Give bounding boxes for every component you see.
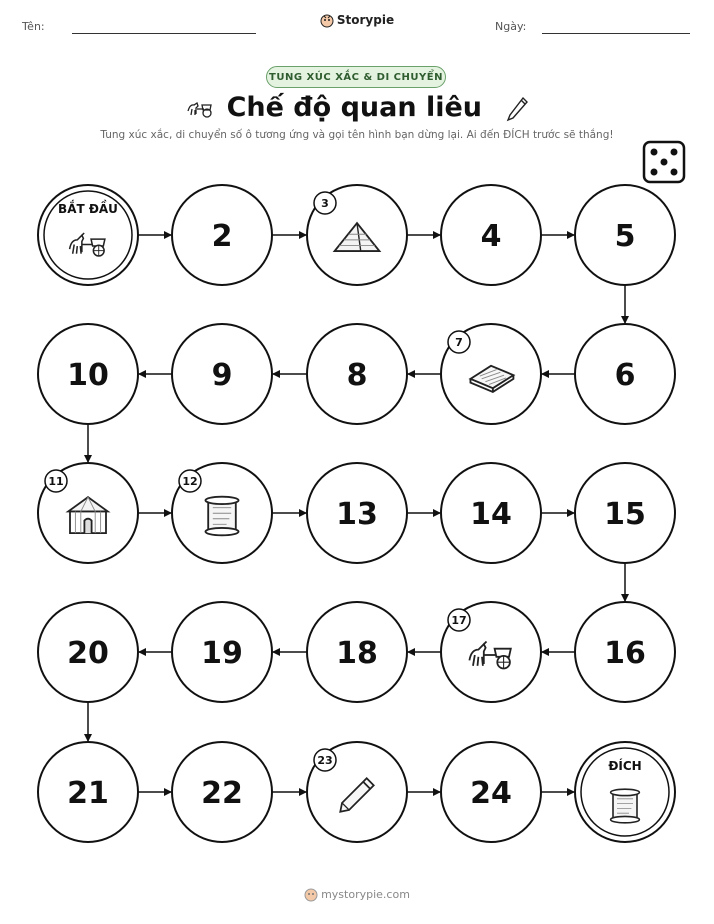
brand-name: Storypie	[336, 13, 395, 27]
board-space-10[interactable]	[38, 324, 138, 424]
board-space-17[interactable]	[441, 602, 541, 702]
space-number: 21	[67, 776, 109, 811]
space-number: 17	[451, 614, 467, 627]
board-space-8[interactable]	[307, 324, 407, 424]
space-number: 9	[211, 358, 233, 393]
spaces	[38, 185, 675, 842]
scroll-icon	[611, 789, 640, 823]
space-number: 11	[48, 475, 64, 488]
board-space-4[interactable]	[441, 185, 541, 285]
space-number: 7	[455, 336, 463, 349]
space-number: 19	[201, 636, 243, 671]
activity-badge: TUNG XÚC XẮC & DI CHUYỂN	[266, 66, 446, 88]
board-space-1[interactable]	[38, 185, 138, 285]
board-space-21[interactable]	[38, 742, 138, 842]
board-space-24[interactable]	[441, 742, 541, 842]
board-space-25[interactable]	[575, 742, 675, 842]
space-number: 13	[336, 497, 378, 532]
space-number: 12	[182, 475, 198, 488]
space-number: 15	[604, 497, 646, 532]
board-space-16[interactable]	[575, 602, 675, 702]
space-number: 24	[470, 776, 512, 811]
board-space-5[interactable]	[575, 185, 675, 285]
dice-five-icon	[644, 142, 684, 182]
board-space-6[interactable]	[575, 324, 675, 424]
space-number: 10	[67, 358, 109, 393]
board-space-9[interactable]	[172, 324, 272, 424]
space-number: 2	[211, 219, 233, 254]
space-circle[interactable]	[38, 185, 138, 285]
title-text: Chế độ quan liêu	[226, 92, 483, 123]
space-number: 20	[67, 636, 109, 671]
board-space-15[interactable]	[575, 463, 675, 563]
space-number: 6	[614, 358, 636, 393]
board-space-22[interactable]	[172, 742, 272, 842]
scroll-icon	[205, 497, 238, 536]
board-space-13[interactable]	[307, 463, 407, 563]
space-number: 16	[604, 636, 646, 671]
board-space-12[interactable]	[172, 463, 272, 563]
space-number: 3	[321, 197, 329, 210]
board-space-20[interactable]	[38, 602, 138, 702]
name-label: Tên:	[22, 20, 45, 33]
space-number: 5	[614, 219, 636, 254]
date-label: Ngày:	[495, 20, 527, 33]
storypie-logo-icon	[304, 888, 318, 902]
board-space-14[interactable]	[441, 463, 541, 563]
board-space-3[interactable]	[307, 185, 407, 285]
space-number: 23	[317, 754, 333, 767]
board-space-18[interactable]	[307, 602, 407, 702]
instructions: Tung xúc xắc, di chuyển số ô tương ứng và gọi tên hình bạn dừng lại. Ai đến ĐÍCH trước sẽ thắng!	[100, 129, 614, 141]
board-space-19[interactable]	[172, 602, 272, 702]
space-number: 18	[336, 636, 378, 671]
footer	[0, 888, 714, 902]
space-number: 14	[470, 497, 512, 532]
start-label: BẮT ĐẦU	[58, 202, 118, 216]
footer-url: mystorypie.com	[321, 888, 410, 901]
board-space-11[interactable]	[38, 463, 138, 563]
finish-label: ĐÍCH	[608, 759, 642, 773]
board-space-2[interactable]	[172, 185, 272, 285]
space-number: 22	[201, 776, 243, 811]
space-number: 4	[480, 219, 502, 254]
space-number: 8	[346, 358, 368, 393]
board-space-23[interactable]	[307, 742, 407, 842]
board-space-7[interactable]	[441, 324, 541, 424]
